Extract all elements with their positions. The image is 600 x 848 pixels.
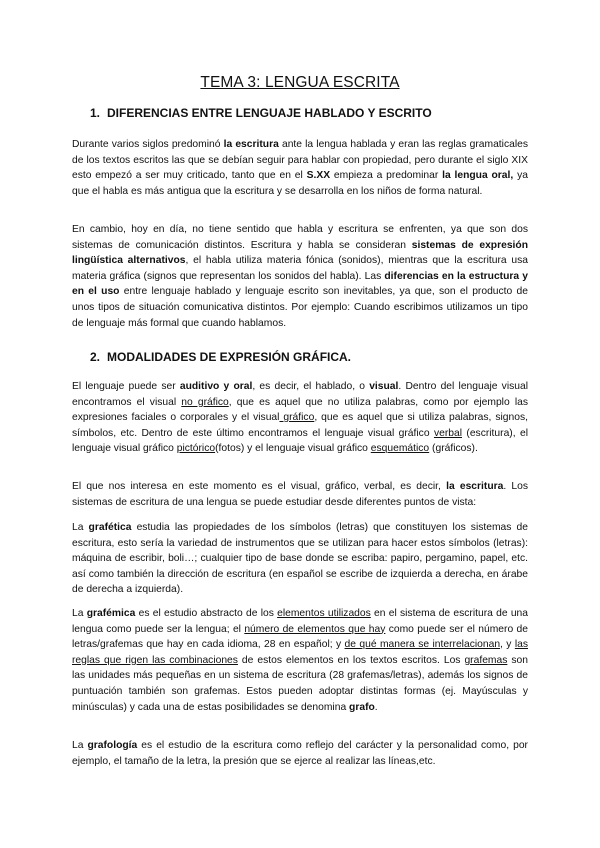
section-title: DIFERENCIAS ENTRE LENGUAJE HABLADO Y ESCRITO: [107, 106, 432, 120]
paragraph-4: El que nos interesa en este momento es el visual, gráfico, verbal, es decir, la escritura. Los sistemas de escritura de una lengua se puede estudiar desde diferentes puntos de vista:: [72, 481, 528, 508]
paragraph-3: El lenguaje puede ser auditivo y oral, es decir, el hablado, o visual. Dentro del lenguaje visual encontramos el visual no gráfico, que es aquel que no utiliza palabras, como por ejemplo las expresiones faciales o corporales y el visual gráfico, que es aquel que si utiliza palabras, signos, símbolos, etc. Dentro de este último encontramos el lenguaje visual gráfico verbal (escritura), el lenguaje visual gráfico pictórico(fotos) y el lenguaje visual gráfico esquemático (gráficos).: [72, 381, 528, 455]
paragraph-7: La grafología es el estudio de la escritura como reflejo del carácter y la personalidad como, por ejemplo, el tamaño de la letra, la presión que se ejerce al realizar las líneas,etc.: [72, 740, 528, 767]
paragraph-2: En cambio, hoy en día, no tiene sentido que habla y escritura se enfrenten, ya que son dos sistemas de comunicación distintos. Escritura y habla se consideran sistemas de expresión lingüística alternativos, el habla utiliza materia fónica (sonidos), mientras que la escritura usa materia gráfica (signos que representan los sonidos del habla). Las diferencias en la estructura y en el uso entre lenguaje hablado y lenguaje escrito son inevitables, ya que, son el producto de unos tipos de situación comunicativa distintos. Por ejemplo: Cuando escribimos utilizamos un tipo de lenguaje más formal que cuando hablamos.: [72, 224, 528, 329]
page-title: TEMA 3: LENGUA ESCRITA: [200, 74, 400, 91]
section-title: MODALIDADES DE EXPRESIÓN GRÁFICA.: [107, 350, 352, 364]
section-number: 2.: [90, 350, 101, 364]
section-number: 1.: [90, 106, 101, 120]
paragraph-6: La grafémica es el estudio abstracto de los elementos utilizados en el sistema de escritura de una lengua como puede ser la lengua; el número de elementos que hay como puede ser el número de letras/grafemas que hay en cada idioma, 28 en español; y de qué manera se interrelacionan, y las reglas que rigen las combinaciones de estos elementos en los textos escritos. Los grafemas son las unidades más pequeñas en un sistema de escritura (28 grafemas/letras), además los signos de puntuación también son grafemas. Estos pueden adoptar distintas formas (ej. Mayúsculas y minúsculas) y cada una de estas posibilidades se denomina grafo.: [72, 608, 528, 713]
paragraph-5: La grafética estudia las propiedades de los símbolos (letras) que constituyen los sistemas de escritura, esto sería la variedad de instrumentos que se utilizan para hacer estos símbolos (letras): máquina de escribir, boli…; cualquier tipo de base donde se escriba: papiro, pergamino, papel, etc. así como también la dirección de escritura (en español se escribe de izquierda a derecha, en árabe de derecha a izquierda).: [72, 522, 528, 596]
section-heading-1: [90, 106, 432, 120]
paragraph-1: Durante varios siglos predominó la escritura ante la lengua hablada y eran las reglas gramaticales de los textos escritos las que se debían seguir para hablar con propiedad, pero durante el siglo XIX esto empezó a ser muy criticado, tanto que en el S.XX empieza a predominar la lengua oral, ya que el habla es más antigua que la escritura y se desarrolla en los niños de forma natural.: [72, 139, 528, 197]
section-heading-2: [90, 350, 351, 364]
